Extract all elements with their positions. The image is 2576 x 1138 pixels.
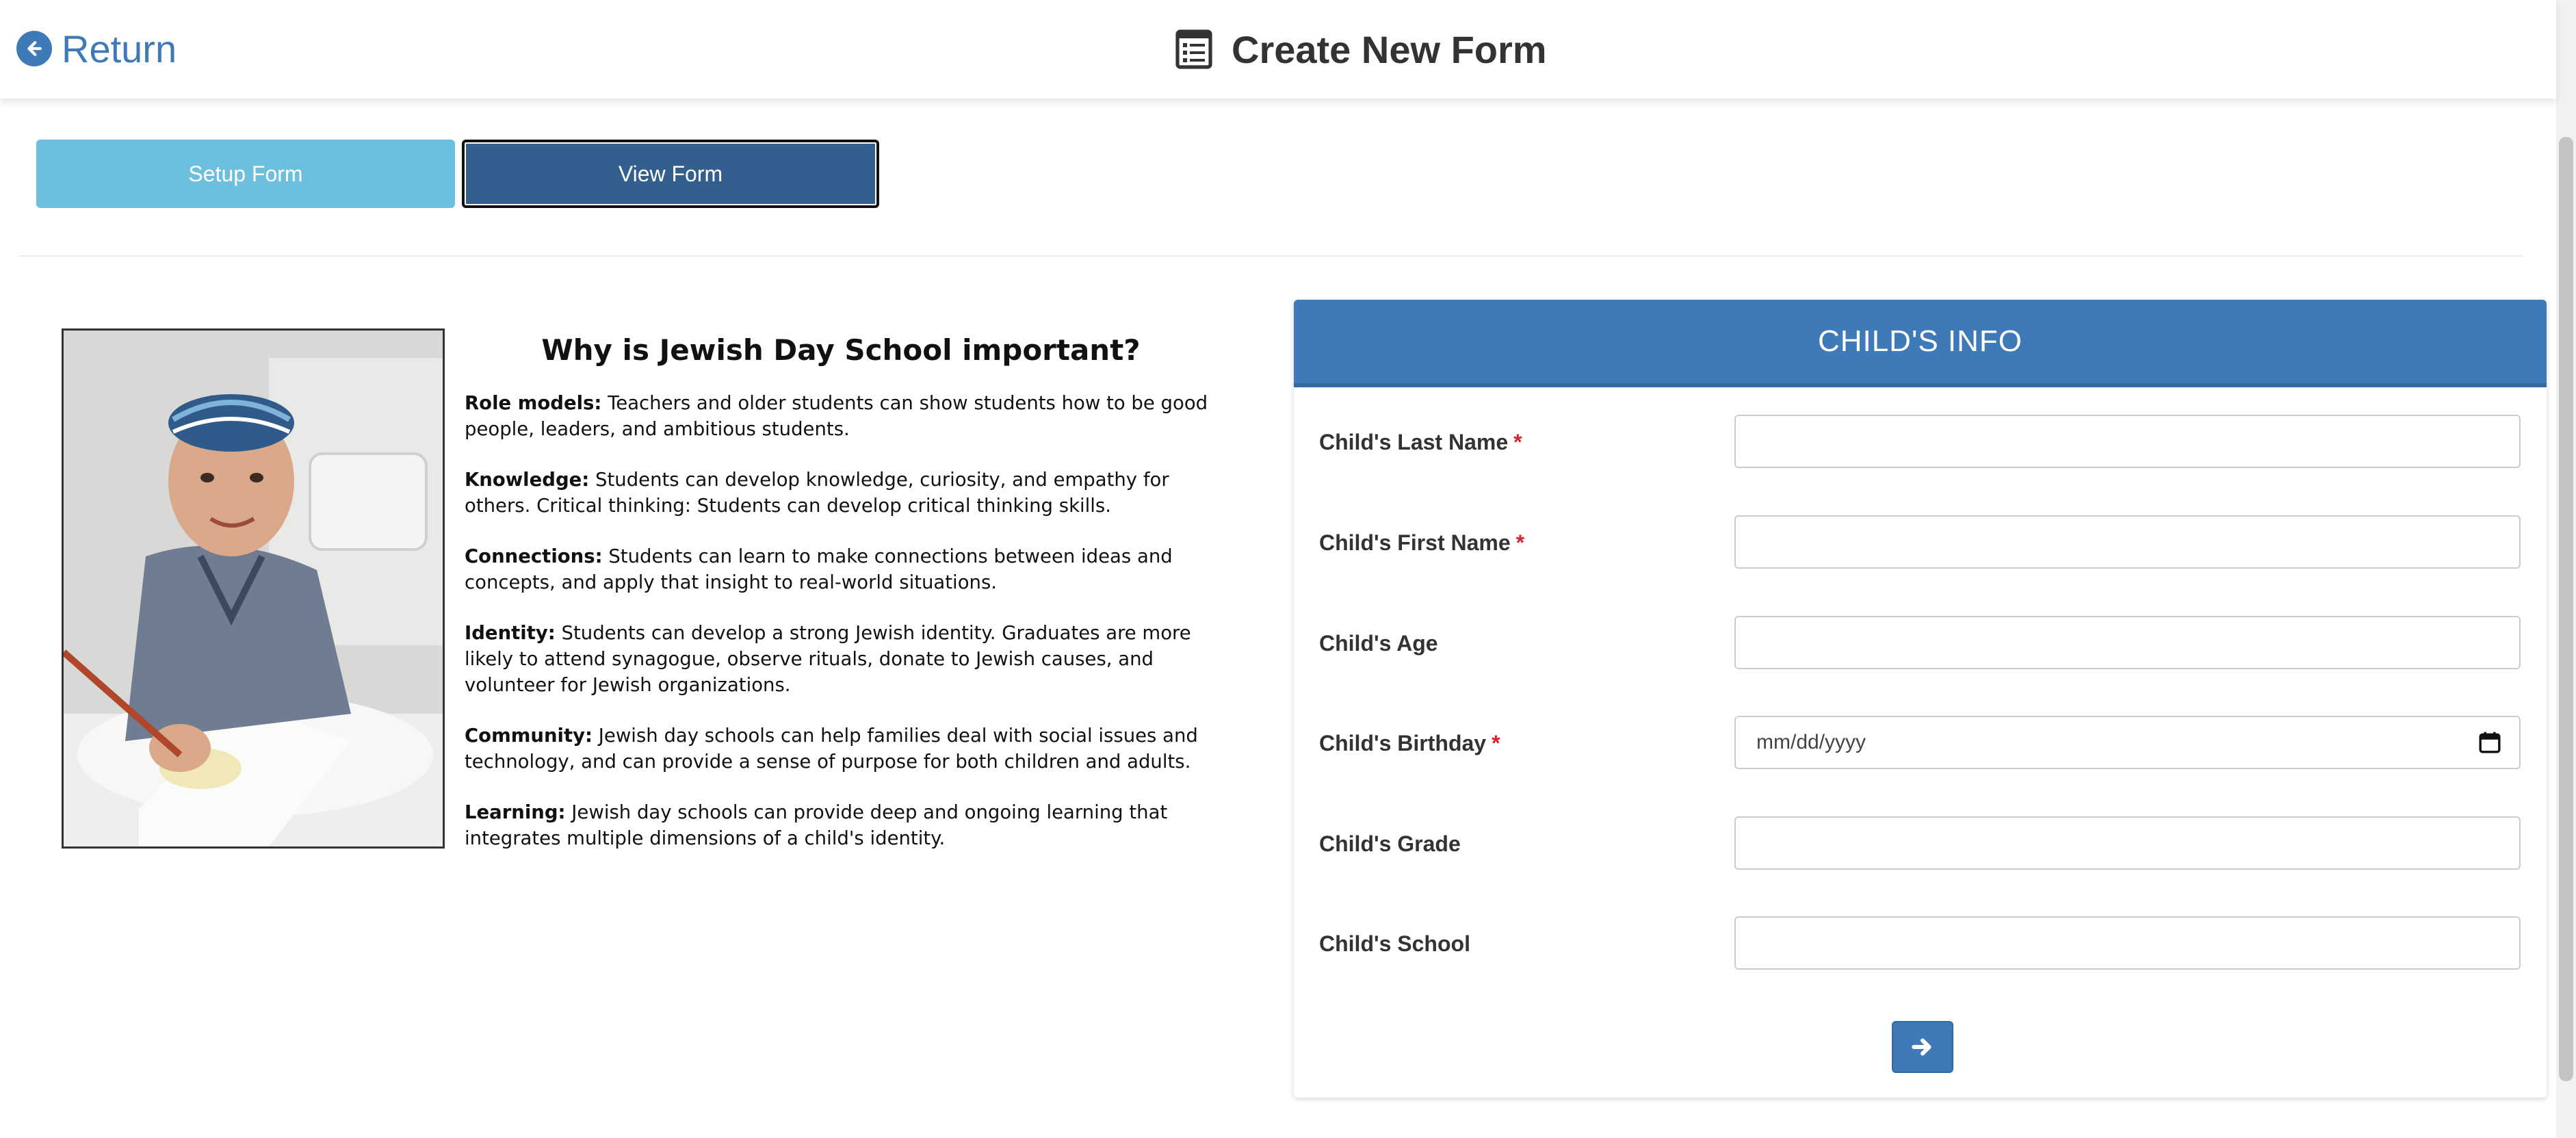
info-item-term: Knowledge: xyxy=(465,469,590,491)
list-alt-icon xyxy=(1175,29,1212,69)
childs-info-card xyxy=(1294,300,2547,1098)
return-label: Return xyxy=(62,27,177,70)
field-first-name xyxy=(1294,530,2547,585)
info-section xyxy=(465,328,1217,876)
info-item xyxy=(465,799,1217,851)
last-name-input[interactable] xyxy=(1734,415,2521,468)
info-item-term: Connections: xyxy=(465,545,603,567)
age-input[interactable] xyxy=(1734,616,2521,669)
card-title: CHILD'S INFO xyxy=(1294,300,2547,387)
info-item-text: Students can develop a strong Jewish identity. Graduates are more likely to attend synagogue, observe rituals, donate to Jewish causes, and volunteer for Jewish organizations. xyxy=(465,622,1191,696)
grade-input[interactable] xyxy=(1734,816,2521,870)
field-label: Child's Last Name * xyxy=(1319,430,1522,454)
required-mark: * xyxy=(1515,530,1525,555)
field-label: Child's Age xyxy=(1319,631,1438,656)
header xyxy=(0,0,2556,99)
info-item-text: Jewish day schools can help families deal with social issues and technology, and can provide a sense of purpose for both children and adults. xyxy=(465,725,1198,773)
calendar-icon[interactable] xyxy=(2478,731,2501,754)
field-birthday xyxy=(1294,731,2547,786)
student-photo xyxy=(62,328,445,849)
field-school xyxy=(1294,931,2547,986)
info-item-term: Role models: xyxy=(465,392,602,414)
school-input[interactable] xyxy=(1734,916,2521,970)
page-title xyxy=(1175,22,1547,77)
info-item xyxy=(465,723,1217,775)
required-mark: * xyxy=(1492,731,1500,755)
info-item-term: Identity: xyxy=(465,622,556,644)
field-age xyxy=(1294,631,2547,686)
info-item-text: Teachers and older students can show students how to be good people, leaders, and ambitious students. xyxy=(465,392,1208,440)
return-link[interactable] xyxy=(16,25,177,73)
tab-setup-form[interactable]: Setup Form xyxy=(36,140,455,208)
next-button[interactable] xyxy=(1892,1021,1953,1073)
info-item-text: Students can learn to make connections between ideas and concepts, and apply that insight to real-world situations. xyxy=(465,545,1173,593)
photo-illustration xyxy=(64,331,443,846)
info-item-text: Jewish day schools can provide deep and ongoing learning that integrates multiple dimensions of a child's identity. xyxy=(465,801,1168,849)
arrow-circle-left-icon xyxy=(16,31,52,66)
field-label: Child's School xyxy=(1319,931,1470,956)
info-item-text: Students can develop knowledge, curiosity, and empathy for others. Critical thinking: Students can develop critical thinking skills. xyxy=(465,469,1169,517)
scrollbar-thumb[interactable] xyxy=(2559,137,2573,1081)
first-name-input[interactable] xyxy=(1734,515,2521,569)
birthday-input[interactable] xyxy=(1734,716,2521,769)
field-grade xyxy=(1294,831,2547,886)
scrollbar-track[interactable] xyxy=(2556,0,2576,1138)
birthday-placeholder: mm/dd/yyyy xyxy=(1756,731,1866,753)
field-label: Child's First Name * xyxy=(1319,530,1525,555)
page-title-text: Create New Form xyxy=(1232,27,1547,71)
info-item xyxy=(465,543,1217,595)
tab-view-form[interactable]: View Form xyxy=(462,140,879,208)
info-title: Why is Jewish Day School important? xyxy=(541,333,1141,367)
info-item xyxy=(465,467,1217,519)
info-item xyxy=(465,620,1217,698)
divider xyxy=(18,255,2523,257)
info-item-term: Community: xyxy=(465,725,593,747)
info-item xyxy=(465,390,1217,442)
info-item-term: Learning: xyxy=(465,801,566,823)
field-label: Child's Birthday * xyxy=(1319,731,1500,755)
arrow-right-icon xyxy=(1911,1035,1934,1059)
required-mark: * xyxy=(1513,430,1522,454)
field-last-name xyxy=(1294,430,2547,484)
field-label: Child's Grade xyxy=(1319,831,1461,856)
